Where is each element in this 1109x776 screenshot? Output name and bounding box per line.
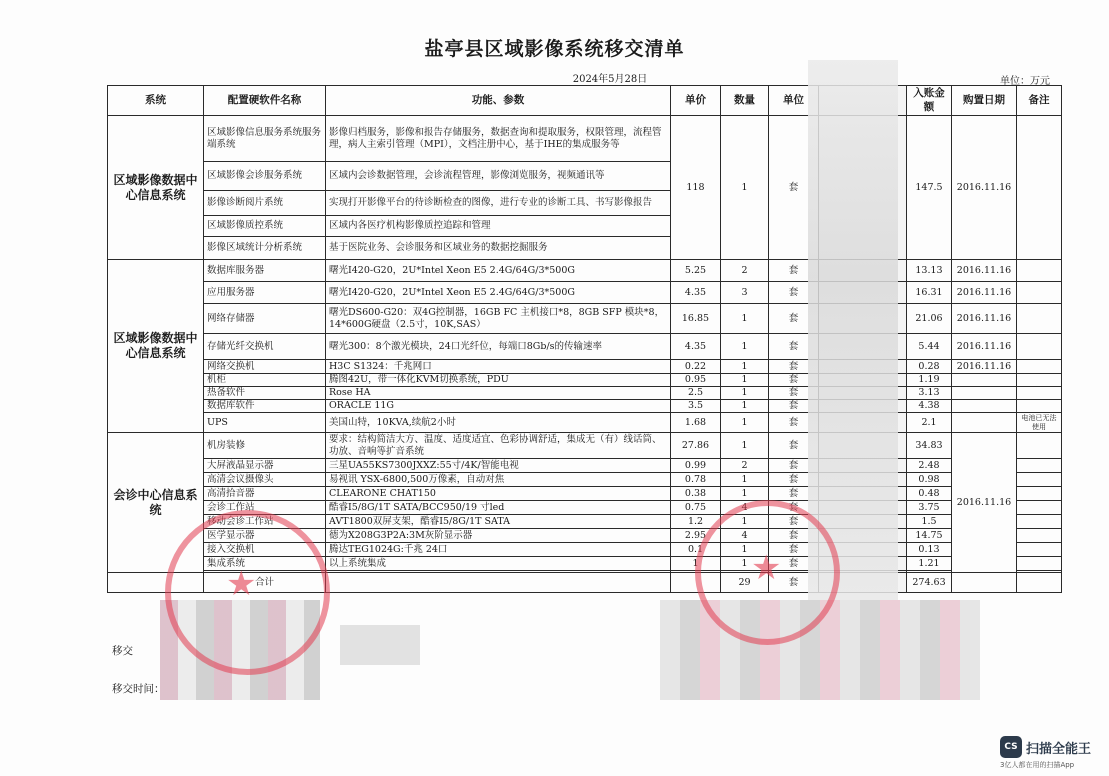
item-qty: 1: [721, 473, 769, 487]
table-row: [108, 433, 1062, 459]
item-price: 4.35: [671, 334, 721, 360]
item-price: 2.5: [671, 387, 721, 400]
table-row: [108, 260, 1062, 282]
item-qty: 1: [721, 360, 769, 374]
item-name: 区域影像质控系统: [204, 216, 326, 237]
item-purchase-date: 2016.11.16: [952, 304, 1017, 334]
item-qty: 1: [721, 413, 769, 433]
item-function: 实现打开影像平台的待诊断检查的图像，进行专业的诊断工具、书写影像报告: [326, 191, 671, 216]
total-label: 合计: [204, 573, 326, 593]
item-remark: [1017, 515, 1062, 529]
item-name: 医学显示器: [204, 529, 326, 543]
item-remark: [1017, 116, 1062, 260]
redaction-block: [340, 625, 420, 665]
item-remark: [1017, 282, 1062, 304]
group-system-1: 区域影像数据中心信息系统: [108, 116, 204, 260]
item-qty: 1: [721, 487, 769, 501]
item-price: 5.25: [671, 260, 721, 282]
item-function: 三星UA55KS7300JXXZ:55寸/4K/智能电视: [326, 459, 671, 473]
item-remark: [1017, 304, 1062, 334]
item-amount: 1.21: [907, 557, 952, 571]
item-function: 德为X208G3P2A:3M灰阶显示器: [326, 529, 671, 543]
item-function: 曙光DS600-G20：双4G控制器，16GB FC 主机接口*8，8GB SFP 模块*8，14*600G硬盘（2.5寸，10K,SAS）: [326, 304, 671, 334]
item-remark: [1017, 400, 1062, 413]
item-name: 应用服务器: [204, 282, 326, 304]
header-system: 系统: [108, 86, 204, 116]
item-name: 存储光纤交换机: [204, 334, 326, 360]
item-function: 腾图42U，带一体化KVM切换系统，PDU: [326, 374, 671, 387]
item-name: 机柜: [204, 374, 326, 387]
item-name: 网络交换机: [204, 360, 326, 374]
item-price: 1: [671, 557, 721, 571]
item-price: 27.86: [671, 433, 721, 459]
item-qty: 1: [721, 515, 769, 529]
item-purchase-date: 2016.11.16: [952, 116, 1017, 260]
item-remark: [1017, 473, 1062, 487]
item-amount: 2.1: [907, 413, 952, 433]
table-header-row: [108, 86, 1062, 116]
item-unit: 套: [769, 529, 819, 543]
item-unit: 套: [769, 400, 819, 413]
total-remark: [1017, 573, 1062, 593]
document-title: 盐亭县区域影像系统移交清单: [424, 38, 685, 60]
item-function: 曙光300：8个激光模块，24口光纤位，每端口8Gb/s的传输速率: [326, 334, 671, 360]
item-amount: 1.5: [907, 515, 952, 529]
total-amount: 274.63: [907, 573, 952, 593]
item-name: 数据库服务器: [204, 260, 326, 282]
item-qty: 2: [721, 260, 769, 282]
item-remark: [1017, 260, 1062, 282]
item-name: 机房装修: [204, 433, 326, 459]
item-function: ORACLE 11G: [326, 400, 671, 413]
item-amount: 14.75: [907, 529, 952, 543]
item-purchase-date: 2016.11.16: [952, 360, 1017, 374]
item-name: 会诊工作站: [204, 501, 326, 515]
table-row: [108, 360, 1062, 374]
item-function: 基于医院业务、会诊服务和区域业务的数据挖掘服务: [326, 237, 671, 260]
item-remark: [1017, 557, 1062, 571]
item-price: 16.85: [671, 304, 721, 334]
total-unit: 套: [769, 573, 819, 593]
item-qty: 1: [721, 400, 769, 413]
item-purchase-date: 2016.11.16: [952, 334, 1017, 360]
item-name: 影像诊断阅片系统: [204, 191, 326, 216]
item-price: 1.68: [671, 413, 721, 433]
item-qty: 3: [721, 282, 769, 304]
group-system-2: 区域影像数据中心信息系统: [108, 260, 204, 433]
item-function: 美国山特，10KVA,续航2小时: [326, 413, 671, 433]
item-amount: 34.83: [907, 433, 952, 459]
item-amount: 16.31: [907, 282, 952, 304]
item-remark: 电池已无法使用: [1017, 413, 1062, 433]
official-seal: [695, 500, 840, 645]
item-unit: 套: [769, 487, 819, 501]
item-amount: 0.28: [907, 360, 952, 374]
item-amount: 1.19: [907, 374, 952, 387]
header-amount: 入账金额: [907, 86, 952, 116]
scanner-name: 扫描全能王: [1026, 742, 1092, 757]
item-function: 曙光I420-G20，2U*Intel Xeon E5 2.4G/64G/3*500G: [326, 282, 671, 304]
item-remark: [1017, 360, 1062, 374]
table-row: [108, 387, 1062, 400]
item-qty: 1: [721, 387, 769, 400]
item-unit: 套: [769, 433, 819, 459]
item-function: 曙光I420-G20，2U*Intel Xeon E5 2.4G/64G/3*500G: [326, 260, 671, 282]
item-amount: 5.44: [907, 334, 952, 360]
item-purchase-date: 2016.11.16: [952, 282, 1017, 304]
item-qty: 1: [721, 116, 769, 260]
item-name: 区域影像会诊服务系统: [204, 162, 326, 191]
item-unit: 套: [769, 282, 819, 304]
item-unit: 套: [769, 501, 819, 515]
scanner-logo-icon: CS: [1000, 736, 1022, 758]
item-unit: 套: [769, 459, 819, 473]
item-qty: 1: [721, 374, 769, 387]
item-qty: 1: [721, 433, 769, 459]
item-name: 数据库软件: [204, 400, 326, 413]
item-price: 0.99: [671, 459, 721, 473]
item-qty: 4: [721, 529, 769, 543]
item-amount: 13.13: [907, 260, 952, 282]
table-row: [108, 487, 1062, 501]
handover-party-label: 移交: [112, 645, 133, 657]
table-row: [108, 413, 1062, 433]
table-row: [108, 374, 1062, 387]
item-remark: [1017, 433, 1062, 459]
item-function: 易视讯 YSX-6800,500万像素，自动对焦: [326, 473, 671, 487]
item-amount: 147.5: [907, 116, 952, 260]
item-name: 移动会诊工作站: [204, 515, 326, 529]
item-name: UPS: [204, 413, 326, 433]
item-name: 影像区域统计分析系统: [204, 237, 326, 260]
item-amount: 0.98: [907, 473, 952, 487]
item-purchase-date: [952, 374, 1017, 387]
item-function: AVT1800双屏支架，酷睿I5/8G/1T SATA: [326, 515, 671, 529]
table-row: [108, 459, 1062, 473]
item-purchase-date: 2016.11.16: [952, 260, 1017, 282]
header-remark: 备注: [1017, 86, 1062, 116]
header-item: 配置硬软件名称: [204, 86, 326, 116]
item-purchase-date: 2016.11.16: [952, 433, 1017, 573]
item-function: 要求：结构简洁大方、温度、适度适宜、色彩协调舒适，集成无（有）线话筒、功放、音响等扩音系统: [326, 433, 671, 459]
item-unit: 套: [769, 334, 819, 360]
item-name: 高清会议摄像头: [204, 473, 326, 487]
table-row: [108, 282, 1062, 304]
item-function: 区域内会诊数据管理，会诊流程管理，影像浏览服务，视频通讯等: [326, 162, 671, 191]
item-remark: [1017, 487, 1062, 501]
table-row: [108, 116, 1062, 162]
item-name: 热备软件: [204, 387, 326, 400]
header-function: 功能、参数: [326, 86, 671, 116]
item-amount: 0.48: [907, 487, 952, 501]
item-name: 区域影像信息服务系统服务端系统: [204, 116, 326, 162]
item-function: H3C S1324：千兆网口: [326, 360, 671, 374]
item-unit: 套: [769, 360, 819, 374]
item-qty: 1: [721, 543, 769, 557]
item-name: 集成系统: [204, 557, 326, 571]
item-qty: 1: [721, 557, 769, 571]
item-price: 0.78: [671, 473, 721, 487]
item-name: 高清拾音器: [204, 487, 326, 501]
total-purchase: [952, 573, 1017, 593]
header-price: 单价: [671, 86, 721, 116]
item-price: 0.95: [671, 374, 721, 387]
table-row: [108, 473, 1062, 487]
item-remark: [1017, 334, 1062, 360]
scanner-watermark: [1000, 736, 1100, 770]
item-price: 0.75: [671, 501, 721, 515]
item-price: 3.5: [671, 400, 721, 413]
item-function: 区域内各医疗机构影像质控追踪和管理: [326, 216, 671, 237]
document-date: 2024年5月28日: [572, 74, 648, 85]
item-unit: 套: [769, 515, 819, 529]
group-system-3: 会诊中心信息系统: [108, 433, 204, 573]
table-row: [108, 334, 1062, 360]
redaction-block: [808, 60, 898, 600]
item-function: 腾达TEG1024G:千兆 24口: [326, 543, 671, 557]
item-qty: 2: [721, 459, 769, 473]
item-unit: 套: [769, 473, 819, 487]
item-price: 2.95: [671, 529, 721, 543]
item-unit: 套: [769, 543, 819, 557]
item-price: 4.35: [671, 282, 721, 304]
header-purchase-date: 购置日期: [952, 86, 1017, 116]
item-name: 大屏液晶显示器: [204, 459, 326, 473]
item-remark: [1017, 501, 1062, 515]
item-remark: [1017, 387, 1062, 400]
item-remark: [1017, 543, 1062, 557]
item-unit: 套: [769, 116, 819, 260]
table-row: [108, 400, 1062, 413]
item-amount: 21.06: [907, 304, 952, 334]
item-price: 118: [671, 116, 721, 260]
item-purchase-date: [952, 413, 1017, 433]
item-price: 0.22: [671, 360, 721, 374]
item-amount: 4.38: [907, 400, 952, 413]
item-amount: 3.75: [907, 501, 952, 515]
item-name: 网络存储器: [204, 304, 326, 334]
item-function: Rose HA: [326, 387, 671, 400]
item-remark: [1017, 459, 1062, 473]
total-qty: 29: [721, 573, 769, 593]
item-function: 影像归档服务，影像和报告存储服务，数据查询和提取服务，权限管理，流程管理，病人主索引管理（MPI），文档注册中心，基于IHE的集成服务等: [326, 116, 671, 162]
item-unit: 套: [769, 557, 819, 571]
official-seal: [165, 510, 330, 675]
handover-time-label: 移交时间：: [112, 683, 165, 695]
seal-star-icon: ★: [751, 548, 782, 588]
item-price: 0.38: [671, 487, 721, 501]
item-unit: 套: [769, 260, 819, 282]
item-amount: 3.13: [907, 387, 952, 400]
item-name: 接入交换机: [204, 543, 326, 557]
item-function: 以上系统集成: [326, 557, 671, 571]
scanner-tagline: 3亿人都在用的扫描App: [1000, 761, 1075, 769]
item-remark: [1017, 374, 1062, 387]
header-qty: 数量: [721, 86, 769, 116]
item-amount: 0.13: [907, 543, 952, 557]
item-purchase-date: [952, 400, 1017, 413]
item-unit: 套: [769, 387, 819, 400]
item-qty: 4: [721, 501, 769, 515]
item-remark: [1017, 529, 1062, 543]
item-function: CLEARONE CHAT150: [326, 487, 671, 501]
item-unit: 套: [769, 374, 819, 387]
item-unit: 套: [769, 304, 819, 334]
item-qty: 1: [721, 334, 769, 360]
item-price: 0.1: [671, 543, 721, 557]
item-price: 1.2: [671, 515, 721, 529]
item-function: 酷睿I5/8G/1T SATA/BCC950/19 寸led: [326, 501, 671, 515]
seal-star-icon: ★: [226, 564, 257, 604]
item-qty: 1: [721, 304, 769, 334]
total-function: [326, 573, 671, 593]
unit-note: 单位：万元: [1000, 76, 1050, 87]
table-row: [108, 304, 1062, 334]
item-amount: 2.48: [907, 459, 952, 473]
item-purchase-date: [952, 387, 1017, 400]
header-unit: 单位: [769, 86, 819, 116]
item-unit: 套: [769, 413, 819, 433]
